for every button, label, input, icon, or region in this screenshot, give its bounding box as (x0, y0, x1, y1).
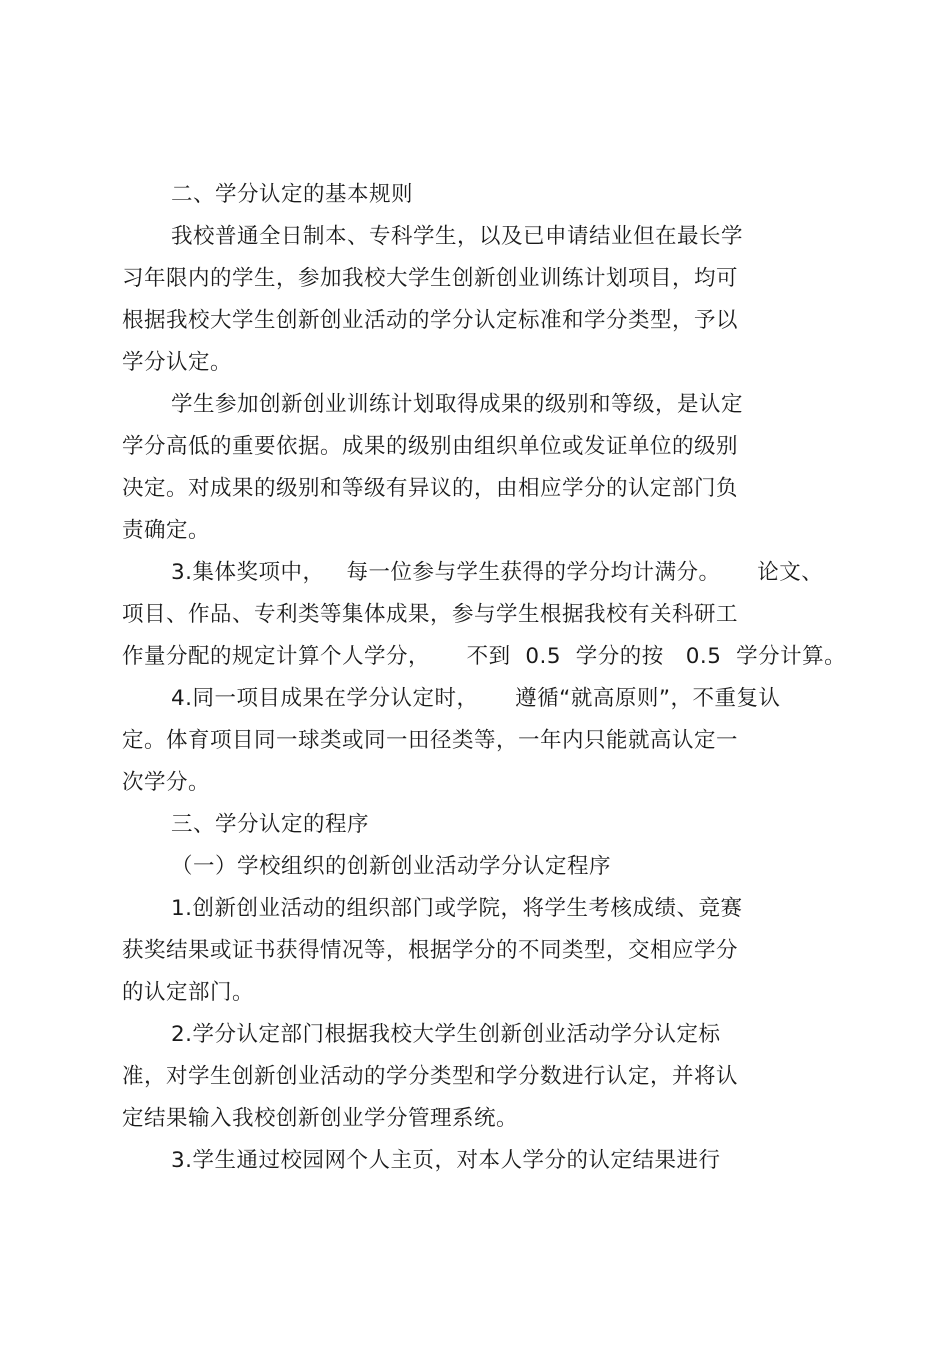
paragraph-line: 次学分。 (122, 770, 211, 795)
paragraph-line: 1.创新创业活动的组织部门或学院，将学生考核成绩、竞赛 (171, 896, 743, 921)
paragraph-line: 作量分配的规定计算个人学分， 不到 0.5 学分的按 0.5 学分计算。 (122, 644, 847, 669)
paragraph-line: 3.集体奖项中， 每一位参与学生获得的学分均计满分。 论文、 (171, 560, 824, 585)
subsection-heading: （一）学校组织的创新创业活动学分认定程序 (171, 854, 612, 879)
paragraph-line: 学生参加创新创业训练计划取得成果的级别和等级，是认定 (171, 392, 744, 417)
section-heading: 二、学分认定的基本规则 (171, 182, 414, 207)
paragraph-line: 3.学生通过校园网个人主页，对本人学分的认定结果进行 (171, 1148, 721, 1173)
paragraph-line: 习年限内的学生，参加我校大学生创新创业训练计划项目，均可 (122, 266, 739, 291)
paragraph-line: 4.同一项目成果在学分认定时， 遵循“就高原则”，不重复认 (171, 686, 781, 711)
paragraph-line: 学分认定。 (122, 350, 233, 375)
paragraph-line: 获奖结果或证书获得情况等，根据学分的不同类型，交相应学分 (122, 938, 739, 963)
paragraph-line: 项目、作品、专利类等集体成果，参与学生根据我校有关科研工 (122, 602, 739, 627)
section-heading: 三、学分认定的程序 (171, 812, 370, 837)
paragraph-line: 定结果输入我校创新创业学分管理系统。 (122, 1106, 519, 1131)
paragraph-line: 准，对学生创新创业活动的学分类型和学分数进行认定，并将认 (122, 1064, 739, 1089)
paragraph-line: 的认定部门。 (122, 980, 255, 1005)
paragraph-line: 决定。对成果的级别和等级有异议的，由相应学分的认定部门负 (122, 476, 739, 501)
paragraph-line: 2.学分认定部门根据我校大学生创新创业活动学分认定标 (171, 1022, 721, 1047)
paragraph-line: 定。体育项目同一球类或同一田径类等，一年内只能就高认定一 (122, 728, 739, 753)
paragraph-line: 我校普通全日制本、专科学生，以及已申请结业但在最长学 (171, 224, 744, 249)
paragraph-line: 责确定。 (122, 518, 211, 543)
paragraph-line: 学分高低的重要依据。成果的级别由组织单位或发证单位的级别 (122, 434, 739, 459)
paragraph-line: 根据我校大学生创新创业活动的学分认定标准和学分类型，予以 (122, 308, 739, 333)
